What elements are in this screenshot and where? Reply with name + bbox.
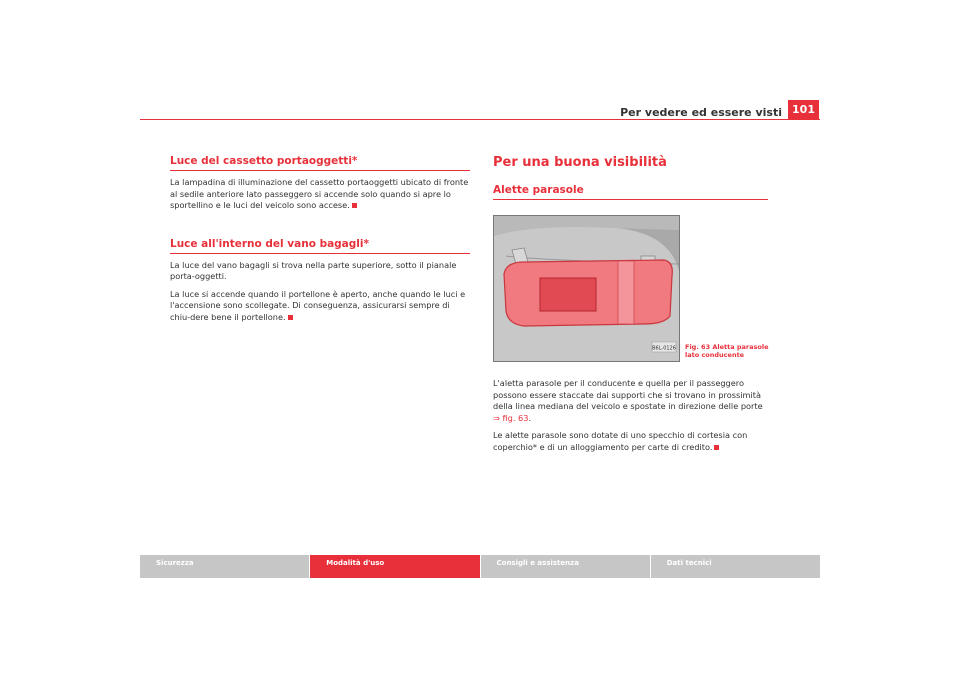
section-heading-trunk-light: Luce all'interno del vano bagagli* <box>170 238 470 254</box>
sun-visor-illustration <box>494 216 679 361</box>
footer-nav <box>140 555 820 578</box>
paragraph-glovebox-light: La lampadina di illuminazione del cassetto portaoggetti ubicato di fronte al sedile anteriore lato passeggero si accende solo quando si apre lo sportellino e le luci del veicolo sono accese. <box>170 177 469 210</box>
footer-tab-modalita-uso[interactable]: Modalità d'uso <box>310 555 479 578</box>
section-end-marker <box>352 203 357 208</box>
footer-tab-sicurezza[interactable]: Sicurezza <box>140 555 309 578</box>
sun-visor-figure <box>493 215 680 362</box>
footer-tab-consigli-assistenza[interactable]: Consigli e assistenza <box>481 555 650 578</box>
section-heading-glovebox-light: Luce del cassetto portaoggetti* <box>170 155 470 171</box>
left-column <box>170 155 470 323</box>
section-heading-sun-visors: Alette parasole <box>493 184 768 200</box>
figure-reference-link[interactable]: ⇒ fig. 63 <box>493 412 529 423</box>
section-end-marker <box>714 445 719 450</box>
right-column <box>493 155 768 200</box>
paragraph-sun-visor-2: Le alette parasole sono dotate di uno specchio di cortesia con coperchio* e di un alloggiamento per carte di credito. <box>493 430 748 452</box>
figure-code: B6L-0126 <box>652 345 676 352</box>
chapter-heading-visibility: Per una buona visibilità <box>493 155 667 170</box>
header-rule <box>140 119 820 120</box>
page-number: 101 <box>788 100 819 119</box>
header-title: Per vedere ed essere visti <box>620 106 782 119</box>
paragraph-trunk-light-1: La luce del vano bagagli si trova nella parte superiore, sotto il pianale porta-oggetti. <box>170 259 457 281</box>
figure-caption: Fig. 63 Aletta parasole lato conducente <box>685 343 769 359</box>
section-end-marker <box>288 315 293 320</box>
paragraph-trunk-light-2: La luce si accende quando il portellone è aperto, anche quando le luci e l'accensione sono scollegate. Di conseguenza, assicurarsi sempre di chiu-dere bene il portellone. <box>170 288 466 322</box>
paragraph-sun-visor-1: L'aletta parasole per il conducente e quella per il passeggero possono essere staccate dai supporti che si trovano in prossimità della linea mediana del veicolo e spostate in direzione delle porte ⇒ fig. 63. <box>493 378 763 423</box>
footer-tab-dati-tecnici[interactable]: Dati tecnici <box>651 555 820 578</box>
sun-visor-text <box>493 378 771 453</box>
